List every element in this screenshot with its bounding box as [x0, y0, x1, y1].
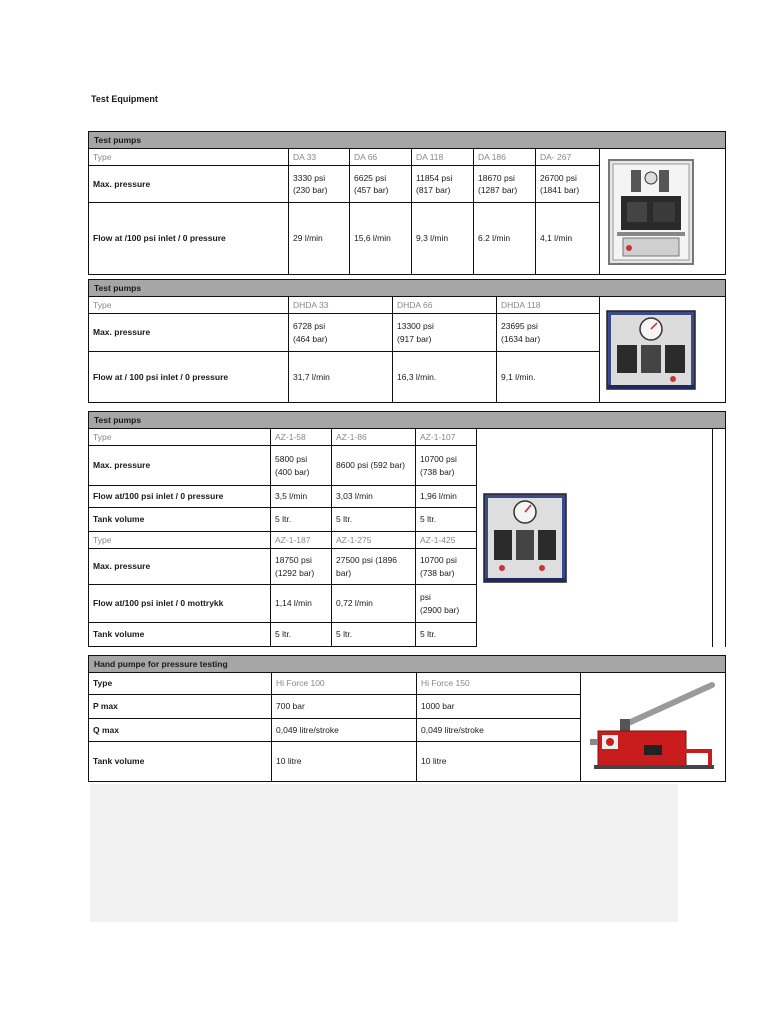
row-label: Type	[89, 673, 272, 695]
cell-pressure	[332, 549, 416, 585]
product-image-az	[477, 429, 713, 647]
cell-type: DHDA 118	[497, 297, 600, 314]
section-header: Test pumps	[89, 412, 726, 429]
product-image-dhda	[600, 297, 726, 403]
cell-pressure	[536, 166, 600, 203]
cell-type: AZ-1-425	[416, 532, 477, 549]
cell-tank: 5 ltr.	[332, 508, 416, 532]
cell-flow: 9,3 l/min	[412, 203, 474, 275]
cell-pressure	[393, 314, 497, 352]
row-label: Type	[89, 149, 289, 166]
row-label: Flow at/100 psi inlet / 0 mottrykk	[89, 585, 271, 623]
cell-flow: 4,1 l/min	[536, 203, 600, 275]
cell-tank: 10 litre	[417, 742, 581, 782]
cell-line: 6728 psi	[293, 321, 326, 332]
cell-line: (230 bar)	[293, 185, 328, 195]
cell-type: DA- 267	[536, 149, 600, 166]
cell-pressure	[416, 549, 477, 585]
section-dhda-pumps	[88, 279, 725, 403]
cell-line: (1634 bar)	[501, 333, 541, 344]
cell-type: AZ-1-86	[332, 429, 416, 446]
cell-type: AZ-1-187	[271, 532, 332, 549]
cell-line: 10700 psi	[420, 454, 457, 465]
cell-line: 11854 psi	[416, 172, 453, 183]
cell-pressure	[350, 166, 412, 203]
cell-line: 18750 psi	[275, 555, 312, 566]
cell-pressure	[271, 446, 332, 486]
cell-line: 18670 psi	[478, 172, 515, 183]
product-image-da	[600, 149, 726, 275]
cell-qmax: 0,049 litre/stroke	[417, 719, 581, 742]
cell-type: Hi Force 150	[417, 673, 581, 695]
cell-pmax: 700 bar	[272, 695, 417, 719]
cell-line: (400 bar)	[275, 466, 310, 477]
cell-type: Hi Force 100	[272, 673, 417, 695]
row-label: Flow at/100 psi inlet / 0 pressure	[89, 486, 271, 508]
cell-pressure	[474, 166, 536, 203]
row-label: Tank volume	[89, 623, 271, 647]
cell-type: DA 118	[412, 149, 474, 166]
cell-line: (1841 bar)	[540, 185, 580, 195]
cell-pressure	[332, 446, 416, 486]
hand-pumps-table	[88, 655, 726, 782]
cell-line: 13300 psi	[397, 321, 434, 332]
row-label: Flow at / 100 psi inlet / 0 pressure	[89, 352, 289, 403]
right-margin-cell	[713, 429, 726, 647]
cell-flow: 3,5 l/min	[271, 486, 332, 508]
cell-tank: 5 ltr.	[416, 623, 477, 647]
cell-line: (2900 bar)	[420, 604, 460, 615]
cell-type: AZ-1-107	[416, 429, 477, 446]
cell-tank: 5 ltr.	[271, 623, 332, 647]
cell-tank: 5 ltr.	[332, 623, 416, 647]
row-label: Type	[89, 429, 271, 446]
cell-flow: 29 l/min	[289, 203, 350, 275]
row-label: Max. pressure	[89, 446, 271, 486]
cell-type: DHDA 66	[393, 297, 497, 314]
cell-pmax: 1000 bar	[417, 695, 581, 719]
cell-pressure	[497, 314, 600, 352]
cell-type: AZ-1-275	[332, 532, 416, 549]
cell-line: 8600 psi (592 bar)	[336, 460, 405, 471]
page-title: Test Equipment	[91, 94, 158, 104]
row-label: Type	[89, 532, 271, 549]
cell-type: DHDA 33	[289, 297, 393, 314]
az-pump-illustration	[480, 490, 570, 586]
cell-flow: 9,1 l/min.	[497, 352, 600, 403]
section-header: Test pumps	[89, 280, 726, 297]
cell-type: DA 66	[350, 149, 412, 166]
cell-flow: 3,03 l/min	[332, 486, 416, 508]
da-pumps-table	[88, 131, 726, 275]
row-label: Flow at /100 psi inlet / 0 pressure	[89, 203, 289, 275]
cell-line: 6625 psi	[354, 172, 387, 183]
row-label: P max	[89, 695, 272, 719]
cell-type: AZ-1-58	[271, 429, 332, 446]
row-label: Max. pressure	[89, 549, 271, 585]
cell-flow: 1,96 l/min	[416, 486, 477, 508]
hand-pump-illustration	[584, 679, 720, 775]
cell-line: (457 bar)	[354, 185, 389, 195]
cell-flow: 0,72 l/min	[332, 585, 416, 623]
cell-flow: 15,6 l/min	[350, 203, 412, 275]
section-az-pumps	[88, 411, 725, 647]
blank-gray-area	[90, 784, 678, 922]
cell-line: 23695 psi	[501, 321, 538, 332]
cell-line: 26700 psi	[540, 172, 577, 183]
cell-type: DA 186	[474, 149, 536, 166]
cell-line: (1287 bar)	[478, 185, 518, 195]
cell-line: 5800 psi	[275, 454, 308, 465]
cell-line: bar)	[336, 567, 352, 578]
cell-line: 3330 psi	[293, 172, 326, 183]
cell-tank: 5 ltr.	[416, 508, 477, 532]
cell-line: (738 bar)	[420, 466, 455, 477]
da-pump-illustration	[603, 156, 699, 268]
cell-pressure	[289, 314, 393, 352]
section-header: Hand pumpe for pressure testing	[89, 656, 726, 673]
row-label: Tank volume	[89, 742, 272, 782]
row-label: Max. pressure	[89, 166, 289, 203]
cell-flow: 1,14 l/min	[271, 585, 332, 623]
cell-pressure	[289, 166, 350, 203]
row-label: Type	[89, 297, 289, 314]
cell-line: 10700 psi	[420, 555, 457, 566]
cell-line: psi	[420, 592, 431, 603]
product-image-hand-pump	[581, 673, 726, 782]
az-pumps-table	[88, 411, 726, 647]
cell-type: DA 33	[289, 149, 350, 166]
cell-line: 27500 psi (1896	[336, 555, 397, 566]
dhda-pump-illustration	[603, 307, 699, 393]
cell-tank: 5 ltr.	[271, 508, 332, 532]
section-header: Test pumps	[89, 132, 726, 149]
cell-flow: 16,3 l/min.	[393, 352, 497, 403]
cell-qmax: 0,049 litre/stroke	[272, 719, 417, 742]
section-hand-pumps	[88, 655, 725, 782]
row-label: Max. pressure	[89, 314, 289, 352]
row-label: Tank volume	[89, 508, 271, 532]
cell-line: (464 bar)	[293, 333, 328, 344]
cell-flow: 6.2 l/min	[474, 203, 536, 275]
cell-line: (738 bar)	[420, 567, 455, 578]
cell-line: (917 bar)	[397, 333, 432, 344]
cell-pressure	[271, 549, 332, 585]
dhda-pumps-table	[88, 279, 726, 403]
cell-flow	[416, 585, 477, 623]
cell-tank: 10 litre	[272, 742, 417, 782]
cell-pressure	[412, 166, 474, 203]
cell-line: (817 bar)	[416, 185, 451, 195]
cell-pressure	[416, 446, 477, 486]
section-da-pumps	[88, 131, 725, 275]
row-label: Q max	[89, 719, 272, 742]
cell-flow: 31,7 l/min	[289, 352, 393, 403]
cell-line: (1292 bar)	[275, 567, 315, 578]
